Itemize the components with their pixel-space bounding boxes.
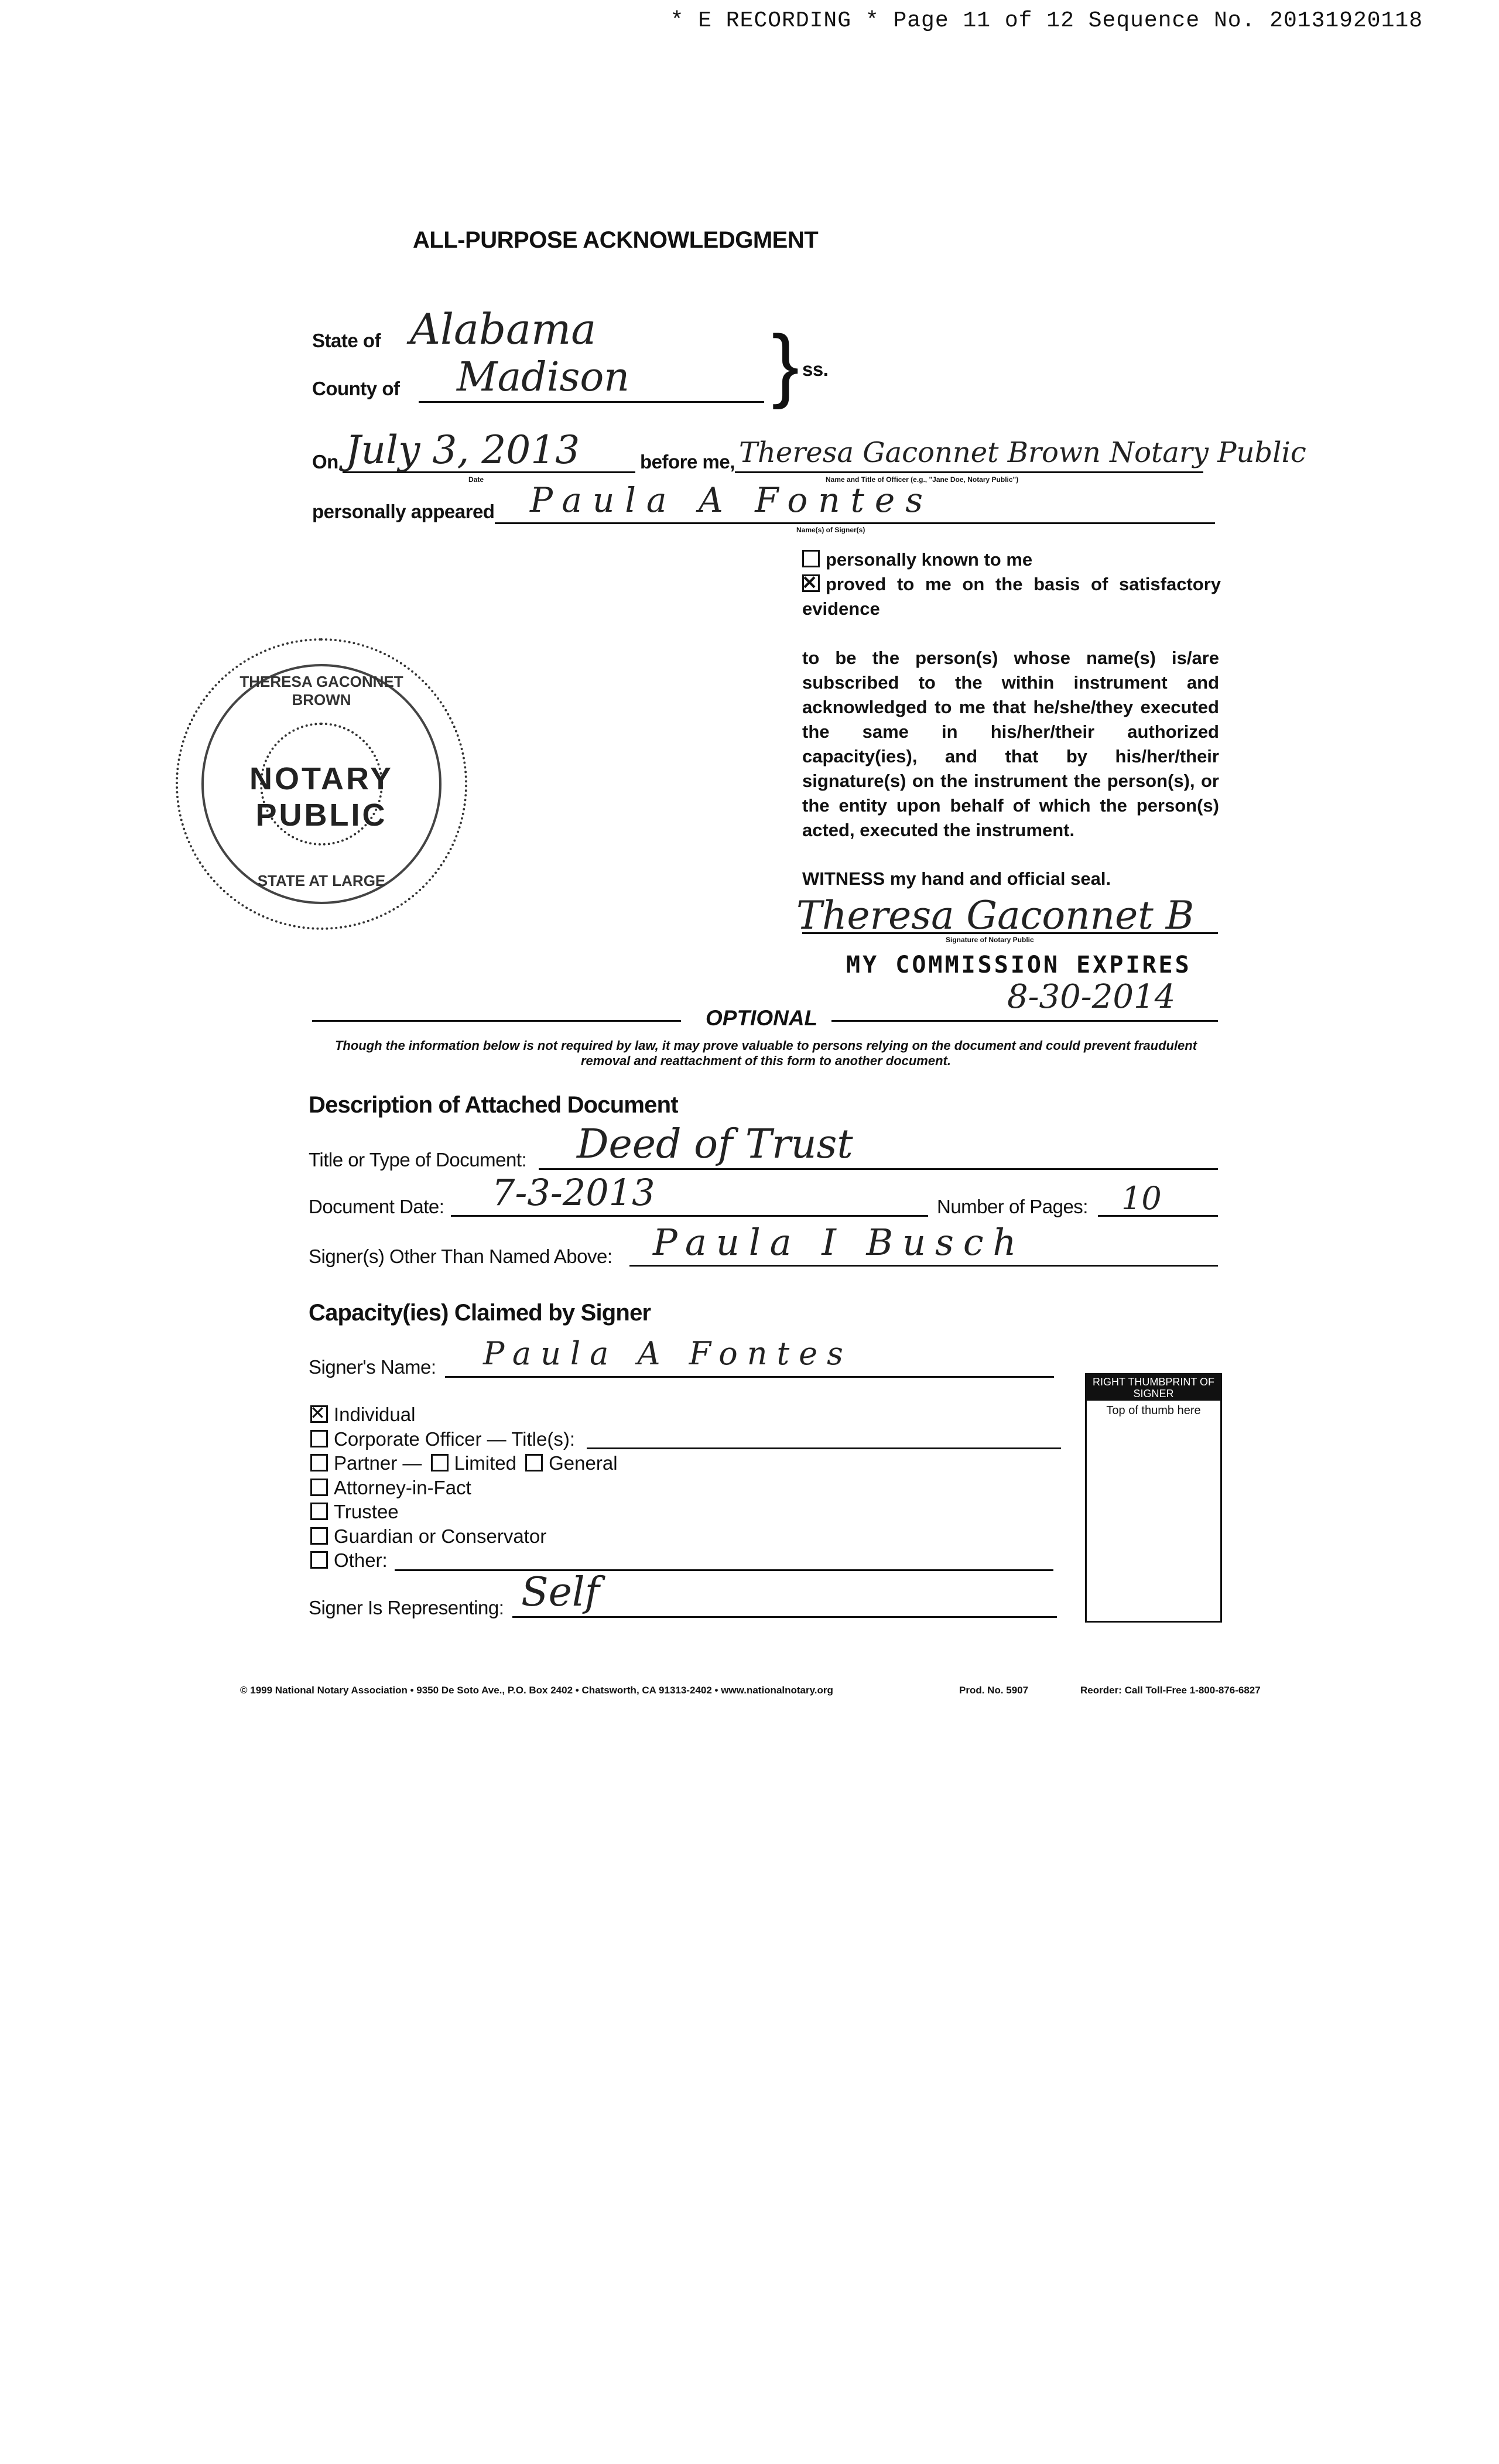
- county-value: Madison: [457, 354, 630, 401]
- form-title: ALL-PURPOSE ACKNOWLEDGMENT: [413, 227, 819, 253]
- other-signers-value: Paula I Busch: [653, 1221, 1026, 1264]
- county-label: County of: [312, 378, 400, 399]
- capacity-heading: Capacity(ies) Claimed by Signer: [309, 1300, 651, 1326]
- doc-date-value: 7-3-2013: [492, 1171, 655, 1214]
- seal-outer-text: THERESA GACONNET BROWN: [239, 673, 403, 709]
- attorney-checkbox: [310, 1479, 328, 1496]
- on-label: On: [312, 451, 338, 473]
- known-option: [802, 547, 1224, 572]
- guardian-checkbox: [310, 1527, 328, 1545]
- witness-text: WITNESS my hand and official seal.: [802, 868, 1111, 889]
- doc-title-label: Title or Type of Document:: [309, 1149, 527, 1171]
- proved-label: proved to me on the basis of satisfactory evidence: [802, 574, 1221, 619]
- doc-date-label: Document Date:: [309, 1196, 444, 1217]
- optional-label: OPTIONAL: [706, 1006, 818, 1030]
- capacity-corporate-officer: Corporate Officer — Title(s):: [310, 1427, 618, 1452]
- pages-label: Number of Pages:: [937, 1196, 1088, 1217]
- seal-bottom-text: STATE AT LARGE: [257, 872, 386, 889]
- corporate-checkbox: [310, 1430, 328, 1447]
- recording-header: * E RECORDING * Page 11 of 12 Sequence No. 20131920118: [670, 8, 1423, 33]
- representing-value: Self: [521, 1569, 600, 1616]
- officer-caption: Name and Title of Officer (e.g., "Jane Doe, Notary Public"): [826, 475, 1019, 484]
- officer-value: Theresa Gaconnet Brown Notary Public: [739, 436, 1306, 469]
- capacity-attorney: Attorney-in-Fact: [310, 1476, 618, 1500]
- seal-center-text: NOTARY PUBLIC: [249, 761, 393, 833]
- capacity-other: Other:: [310, 1548, 618, 1573]
- ss-label: ss.: [802, 358, 829, 380]
- proved-option: [802, 572, 1221, 621]
- commission-stamp: MY COMMISSION EXPIRES: [846, 952, 1192, 978]
- other-checkbox: [310, 1551, 328, 1569]
- known-label: personally known to me: [826, 549, 1033, 570]
- before-me-label: before me,: [640, 451, 735, 473]
- notary-signature: Theresa Gaconnet B: [796, 893, 1195, 938]
- individual-checkbox: [310, 1405, 328, 1423]
- ss-brace: }: [772, 318, 799, 410]
- signer-name-label: Signer's Name:: [309, 1356, 436, 1378]
- other-signers-label: Signer(s) Other Than Named Above:: [309, 1245, 612, 1267]
- thumbprint-caption: Top of thumb here: [1106, 1404, 1201, 1417]
- optional-note: Though the information below is not required by law, it may prove valuable to persons relying on the document and could prevent fraudulent removal and reattachment of this form to another document.: [334, 1038, 1197, 1068]
- limited-checkbox: [431, 1454, 449, 1471]
- date-caption: Date: [468, 475, 484, 484]
- county-line: [419, 401, 764, 403]
- signature-caption: Signature of Notary Public: [946, 936, 1034, 944]
- known-checkbox: [802, 550, 820, 567]
- signer-caption: Name(s) of Signer(s): [796, 526, 865, 534]
- trustee-checkbox: [310, 1503, 328, 1520]
- thumbprint-box: [1085, 1373, 1222, 1623]
- capacity-options: [310, 1402, 618, 1573]
- capacity-partner: Partner — Limited General: [310, 1451, 618, 1476]
- state-value: Alabama: [410, 304, 597, 354]
- capacity-individual: ✕Individual: [310, 1402, 618, 1427]
- pages-value: 10: [1121, 1180, 1162, 1217]
- signer-value: Paula A Fontes: [530, 480, 933, 520]
- partner-checkbox: [310, 1454, 328, 1471]
- doc-title-value: Deed of Trust: [577, 1121, 853, 1168]
- date-value: July 3, 2013: [345, 427, 580, 473]
- footer-reorder: Reorder: Call Toll-Free 1-800-876-6827: [1080, 1685, 1261, 1696]
- capacity-guardian: Guardian or Conservator: [310, 1524, 618, 1549]
- appeared-label: personally appeared: [312, 501, 495, 522]
- state-label: State of: [312, 330, 381, 351]
- proved-checkbox: [802, 574, 820, 592]
- footer-prod: Prod. No. 5907: [959, 1685, 1029, 1696]
- commission-date: 8-30-2014: [1007, 978, 1176, 1016]
- general-checkbox: [525, 1454, 543, 1471]
- representing-label: Signer Is Representing:: [309, 1597, 504, 1618]
- notary-seal: [176, 638, 467, 930]
- capacity-trustee: Trustee: [310, 1500, 618, 1524]
- document-heading: Description of Attached Document: [309, 1092, 678, 1118]
- signer-name-value: Paula A Fontes: [483, 1335, 853, 1372]
- thumbprint-header: RIGHT THUMBPRINT OF SIGNER: [1087, 1375, 1220, 1401]
- acknowledgment-body: to be the person(s) whose name(s) is/are subscribed to the within instrument and acknowledged to me that he/she/they executed the same in his/her/their authorized capacity(ies), and that by his/her/their signature(s) on the instrument the person(s), or the entity upon behalf of which the person(s) acted, executed the instrument.: [802, 648, 1219, 840]
- footer-copyright: © 1999 National Notary Association • 9350 De Soto Ave., P.O. Box 2402 • Chatsworth, CA 91313-2402 • www.nationalnotary.org: [240, 1685, 833, 1696]
